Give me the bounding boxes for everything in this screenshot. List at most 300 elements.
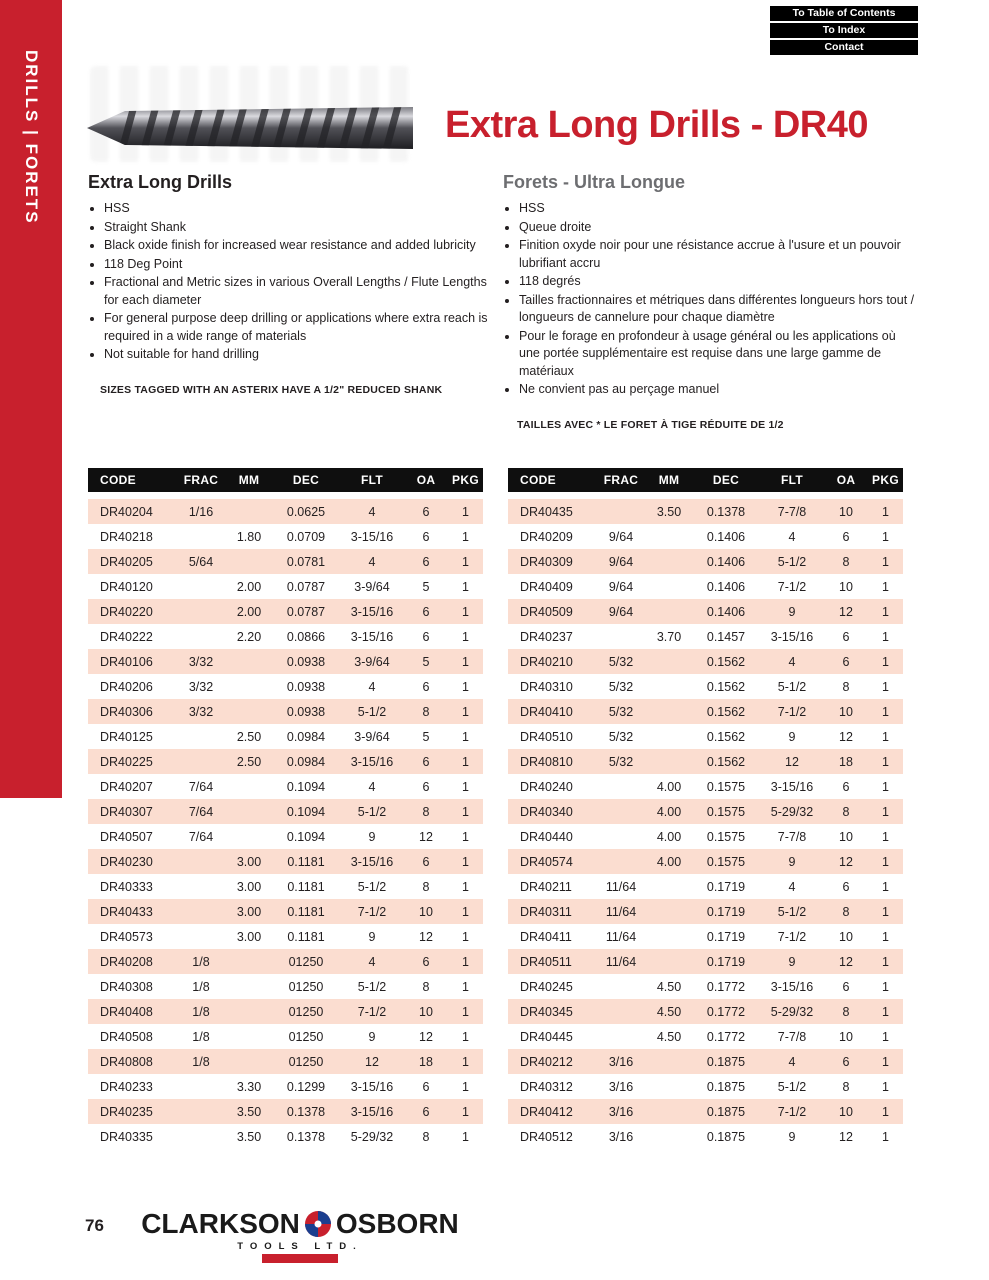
cell-mm bbox=[226, 1024, 272, 1049]
bullet-item: • HSS bbox=[104, 200, 500, 218]
size-table-left bbox=[88, 468, 483, 1149]
cell-frac: 1/16 bbox=[188, 504, 214, 519]
cell-oa: 8 bbox=[842, 554, 850, 569]
table-row bbox=[508, 1074, 903, 1099]
cell-flt: 7-1/2 bbox=[357, 1004, 387, 1019]
column-header-frac: FRAC bbox=[176, 468, 226, 496]
cell-code: DR40233 bbox=[100, 1079, 153, 1094]
toc-button[interactable]: To Table of Contents bbox=[770, 6, 918, 21]
cell-frac: 3/16 bbox=[608, 1104, 634, 1119]
cell-pkg: 1 bbox=[882, 929, 889, 944]
cell-oa: 8 bbox=[422, 979, 430, 994]
table-row bbox=[508, 599, 903, 624]
table-row bbox=[508, 649, 903, 674]
cell-frac bbox=[596, 999, 646, 1024]
cell-dec: 01250 bbox=[288, 1029, 324, 1044]
cell-frac bbox=[176, 624, 226, 649]
cell-dec: 0.1772 bbox=[706, 1029, 746, 1044]
cell-mm bbox=[646, 649, 692, 674]
cell-flt: 5-1/2 bbox=[777, 904, 807, 919]
cell-flt: 5-1/2 bbox=[777, 679, 807, 694]
cell-dec: 0.1094 bbox=[286, 779, 326, 794]
page-title: Extra Long Drills - DR40 bbox=[445, 104, 868, 146]
cell-pkg: 1 bbox=[882, 854, 889, 869]
cell-mm bbox=[646, 549, 692, 574]
cell-flt: 4 bbox=[788, 879, 796, 894]
cell-mm bbox=[226, 549, 272, 574]
table-row bbox=[88, 724, 483, 749]
cell-flt: 3-15/16 bbox=[350, 1104, 394, 1119]
cell-mm bbox=[646, 749, 692, 774]
cell-code: DR40435 bbox=[520, 504, 573, 519]
cell-oa: 6 bbox=[422, 629, 430, 644]
cell-dec: 0.1181 bbox=[287, 904, 325, 919]
cell-code: DR40340 bbox=[520, 804, 573, 819]
cell-dec: 0.1575 bbox=[706, 804, 746, 819]
table-row bbox=[88, 649, 483, 674]
page-number: 76 bbox=[85, 1216, 104, 1235]
table-row bbox=[88, 1024, 483, 1049]
cell-frac bbox=[176, 1099, 226, 1124]
bullet-item: • HSS bbox=[519, 200, 919, 218]
table-row bbox=[508, 699, 903, 724]
cell-flt: 5-1/2 bbox=[357, 879, 387, 894]
table-row bbox=[508, 549, 903, 574]
cell-flt: 4 bbox=[368, 679, 376, 694]
cell-dec: 0.1181 bbox=[287, 854, 325, 869]
cell-code: DR40206 bbox=[100, 679, 153, 694]
cell-pkg: 1 bbox=[462, 704, 469, 719]
cell-flt: 5-29/32 bbox=[350, 1129, 394, 1144]
bullet-item: • Not suitable for hand drilling bbox=[104, 346, 500, 364]
cell-oa: 8 bbox=[422, 879, 430, 894]
cell-dec: 01250 bbox=[288, 1054, 324, 1069]
cell-pkg: 1 bbox=[882, 904, 889, 919]
contact-button[interactable]: Contact bbox=[770, 40, 918, 55]
cell-frac: 1/8 bbox=[192, 979, 210, 994]
brand-logo bbox=[135, 1208, 465, 1263]
cell-mm bbox=[646, 574, 692, 599]
cell-frac bbox=[176, 1124, 226, 1149]
cell-frac: 7/64 bbox=[188, 829, 214, 844]
cell-pkg: 1 bbox=[462, 1029, 469, 1044]
cell-dec: 0.1378 bbox=[706, 504, 746, 519]
cell-oa: 8 bbox=[842, 804, 850, 819]
cell-frac: 5/32 bbox=[608, 754, 634, 769]
cell-dec: 0.1575 bbox=[706, 854, 746, 869]
cell-mm: 4.00 bbox=[656, 804, 682, 819]
cell-dec: 0.1719 bbox=[706, 879, 746, 894]
column-header-flt: FLT bbox=[340, 468, 404, 496]
cell-frac: 3/32 bbox=[188, 654, 214, 669]
cell-mm bbox=[226, 824, 272, 849]
cell-pkg: 1 bbox=[882, 979, 889, 994]
cell-oa: 8 bbox=[842, 1079, 850, 1094]
cell-code: DR40810 bbox=[520, 754, 573, 769]
cell-flt: 4 bbox=[368, 779, 376, 794]
cell-oa: 10 bbox=[839, 704, 853, 719]
cell-flt: 7-7/8 bbox=[777, 1029, 807, 1044]
cell-dec: 0.1406 bbox=[706, 579, 746, 594]
cell-code: DR40307 bbox=[100, 804, 153, 819]
cell-pkg: 1 bbox=[882, 579, 889, 594]
brand-word-clarkson: CLARKSON bbox=[141, 1208, 300, 1239]
drill-bit-image bbox=[85, 103, 413, 153]
cell-code: DR40225 bbox=[100, 754, 153, 769]
table-row bbox=[88, 774, 483, 799]
cell-dec: 0.1875 bbox=[706, 1054, 746, 1069]
cell-flt: 3-15/16 bbox=[350, 629, 394, 644]
cell-code: DR40507 bbox=[100, 829, 153, 844]
cell-frac: 9/64 bbox=[608, 554, 634, 569]
table-row bbox=[508, 799, 903, 824]
brand-word-osborn: OSBORN bbox=[335, 1208, 459, 1239]
bullet-item: • Tailles fractionnaires et métriques dans différentes longueurs hors tout / longueurs de cannelure pour chaque diamètre bbox=[519, 292, 919, 327]
cell-flt: 5-1/2 bbox=[777, 554, 807, 569]
cell-frac bbox=[176, 749, 226, 774]
cell-pkg: 1 bbox=[462, 754, 469, 769]
table-row bbox=[508, 949, 903, 974]
header-row bbox=[88, 468, 483, 496]
cell-frac bbox=[596, 774, 646, 799]
cell-oa: 6 bbox=[842, 654, 850, 669]
bullet-item: • Fractional and Metric sizes in various Overall Lengths / Flute Lengths for each diameter bbox=[104, 274, 500, 309]
cell-oa: 12 bbox=[419, 829, 433, 844]
cell-code: DR40230 bbox=[100, 854, 153, 869]
cell-mm: 4.50 bbox=[656, 1029, 682, 1044]
cell-mm bbox=[226, 974, 272, 999]
cell-flt: 9 bbox=[368, 1029, 376, 1044]
cell-pkg: 1 bbox=[882, 1004, 889, 1019]
cell-code: DR40509 bbox=[520, 604, 573, 619]
cell-code: DR40412 bbox=[520, 1104, 573, 1119]
cell-code: DR40411 bbox=[520, 929, 572, 944]
cell-oa: 12 bbox=[839, 729, 853, 744]
cell-mm: 2.50 bbox=[236, 754, 262, 769]
table-row bbox=[88, 574, 483, 599]
cell-dec: 0.1719 bbox=[706, 904, 746, 919]
cell-mm: 4.50 bbox=[656, 1004, 682, 1019]
cell-oa: 6 bbox=[422, 954, 430, 969]
cell-flt: 3-15/16 bbox=[350, 754, 394, 769]
cell-dec: 0.1378 bbox=[286, 1129, 326, 1144]
cell-mm bbox=[226, 949, 272, 974]
cell-code: DR40445 bbox=[520, 1029, 573, 1044]
cell-oa: 10 bbox=[839, 504, 853, 519]
table-row bbox=[508, 1124, 903, 1149]
cell-flt: 7-7/8 bbox=[777, 504, 807, 519]
table-row bbox=[508, 674, 903, 699]
cell-dec: 0.1406 bbox=[706, 529, 746, 544]
cell-frac: 7/64 bbox=[188, 804, 214, 819]
cell-oa: 8 bbox=[422, 704, 430, 719]
table-row bbox=[88, 496, 483, 525]
cell-mm bbox=[226, 649, 272, 674]
cell-dec: 0.1378 bbox=[286, 1104, 326, 1119]
cell-pkg: 1 bbox=[462, 504, 469, 519]
cell-flt: 5-1/2 bbox=[777, 1079, 807, 1094]
column-header-code: CODE bbox=[508, 468, 596, 496]
cell-pkg: 1 bbox=[462, 604, 469, 619]
cell-mm: 1.80 bbox=[236, 529, 262, 544]
table-row bbox=[88, 599, 483, 624]
cell-mm: 2.00 bbox=[236, 604, 262, 619]
cell-mm bbox=[226, 774, 272, 799]
cell-pkg: 1 bbox=[462, 1079, 469, 1094]
cell-frac bbox=[176, 1074, 226, 1099]
cell-pkg: 1 bbox=[882, 1079, 889, 1094]
cell-pkg: 1 bbox=[462, 629, 469, 644]
cell-frac: 9/64 bbox=[608, 529, 634, 544]
cell-frac: 7/64 bbox=[188, 779, 214, 794]
cell-frac: 1/8 bbox=[192, 1054, 210, 1069]
cell-frac: 11/64 bbox=[605, 879, 637, 894]
table-row bbox=[508, 1049, 903, 1074]
cell-oa: 6 bbox=[422, 604, 430, 619]
cell-frac bbox=[596, 624, 646, 649]
cell-dec: 0.1406 bbox=[706, 554, 746, 569]
cell-pkg: 1 bbox=[462, 1129, 469, 1144]
cell-dec: 0.1562 bbox=[706, 729, 746, 744]
cell-oa: 6 bbox=[842, 979, 850, 994]
table-row bbox=[88, 1124, 483, 1149]
cell-mm bbox=[646, 724, 692, 749]
cell-flt: 3-15/16 bbox=[350, 604, 394, 619]
table-row bbox=[508, 824, 903, 849]
cell-mm: 3.00 bbox=[236, 929, 262, 944]
cell-pkg: 1 bbox=[882, 729, 889, 744]
cell-flt: 9 bbox=[788, 729, 796, 744]
cell-frac bbox=[176, 574, 226, 599]
cell-code: DR40209 bbox=[520, 529, 573, 544]
cell-oa: 8 bbox=[422, 804, 430, 819]
cell-pkg: 1 bbox=[462, 979, 469, 994]
cell-pkg: 1 bbox=[882, 754, 889, 769]
cell-mm bbox=[646, 524, 692, 549]
french-heading: Forets - Ultra Longue bbox=[503, 172, 686, 192]
column-header-dec: DEC bbox=[272, 468, 340, 496]
cell-flt: 3-15/16 bbox=[770, 629, 814, 644]
cell-dec: 0.0984 bbox=[286, 754, 326, 769]
index-button[interactable]: To Index bbox=[770, 23, 918, 38]
cell-pkg: 1 bbox=[882, 679, 889, 694]
cell-flt: 4 bbox=[788, 654, 796, 669]
cell-dec: 0.0787 bbox=[286, 579, 326, 594]
cell-frac: 9/64 bbox=[608, 579, 634, 594]
nav-buttons bbox=[770, 6, 918, 55]
table-row bbox=[508, 874, 903, 899]
cell-frac bbox=[176, 524, 226, 549]
cell-code: DR40106 bbox=[100, 654, 153, 669]
cell-dec: 0.1875 bbox=[706, 1079, 746, 1094]
cell-frac bbox=[176, 899, 226, 924]
column-header-dec: DEC bbox=[692, 468, 760, 496]
cell-mm bbox=[646, 1074, 692, 1099]
cell-oa: 12 bbox=[839, 604, 853, 619]
cell-frac: 5/32 bbox=[608, 729, 634, 744]
cell-oa: 10 bbox=[839, 1104, 853, 1119]
cell-mm: 3.00 bbox=[236, 904, 262, 919]
cell-flt: 7-1/2 bbox=[777, 579, 807, 594]
cell-flt: 3-15/16 bbox=[350, 1079, 394, 1094]
header-row bbox=[508, 468, 903, 496]
cell-mm: 3.30 bbox=[236, 1079, 262, 1094]
cell-pkg: 1 bbox=[882, 829, 889, 844]
cell-frac: 11/64 bbox=[605, 904, 637, 919]
cell-oa: 18 bbox=[839, 754, 853, 769]
cell-pkg: 1 bbox=[462, 1054, 469, 1069]
bullet-item: • Straight Shank bbox=[104, 219, 500, 237]
cell-mm bbox=[226, 496, 272, 525]
cell-oa: 10 bbox=[839, 829, 853, 844]
cell-oa: 12 bbox=[839, 954, 853, 969]
cell-flt: 9 bbox=[788, 954, 796, 969]
cell-oa: 10 bbox=[839, 579, 853, 594]
cell-flt: 5-1/2 bbox=[357, 979, 387, 994]
column-header-pkg: PKG bbox=[868, 468, 903, 496]
cell-mm bbox=[646, 674, 692, 699]
cell-frac: 3/32 bbox=[188, 679, 214, 694]
cell-dec: 0.1181 bbox=[287, 879, 325, 894]
cell-oa: 12 bbox=[419, 929, 433, 944]
cell-oa: 6 bbox=[422, 679, 430, 694]
cell-oa: 10 bbox=[839, 929, 853, 944]
cell-oa: 5 bbox=[422, 654, 430, 669]
cell-dec: 0.1575 bbox=[706, 779, 746, 794]
cell-flt: 4 bbox=[788, 529, 796, 544]
cell-flt: 7-1/2 bbox=[777, 929, 807, 944]
cell-flt: 12 bbox=[365, 1054, 379, 1069]
cell-mm bbox=[646, 1049, 692, 1074]
cell-pkg: 1 bbox=[882, 779, 889, 794]
table-row bbox=[508, 749, 903, 774]
cell-dec: 0.1719 bbox=[706, 929, 746, 944]
cell-mm bbox=[646, 899, 692, 924]
cell-dec: 0.0709 bbox=[286, 529, 326, 544]
cell-flt: 4 bbox=[788, 1054, 796, 1069]
table-row bbox=[88, 1099, 483, 1124]
cell-code: DR40308 bbox=[100, 979, 153, 994]
cell-code: DR40408 bbox=[100, 1004, 153, 1019]
cell-pkg: 1 bbox=[462, 904, 469, 919]
cell-mm: 3.70 bbox=[656, 629, 682, 644]
table-row bbox=[88, 874, 483, 899]
cell-flt: 5-29/32 bbox=[770, 1004, 814, 1019]
cell-pkg: 1 bbox=[462, 554, 469, 569]
cell-mm bbox=[226, 699, 272, 724]
cell-pkg: 1 bbox=[462, 854, 469, 869]
table-row bbox=[88, 674, 483, 699]
cell-pkg: 1 bbox=[462, 929, 469, 944]
table-row bbox=[508, 849, 903, 874]
cell-frac bbox=[596, 1024, 646, 1049]
cell-dec: 0.0938 bbox=[286, 704, 326, 719]
cell-oa: 6 bbox=[422, 854, 430, 869]
table-row bbox=[508, 924, 903, 949]
cell-oa: 8 bbox=[842, 904, 850, 919]
cell-pkg: 1 bbox=[882, 1104, 889, 1119]
column-header-flt: FLT bbox=[760, 468, 824, 496]
cell-pkg: 1 bbox=[882, 1029, 889, 1044]
cell-oa: 12 bbox=[839, 1129, 853, 1144]
cell-frac: 5/32 bbox=[608, 654, 634, 669]
cell-dec: 01250 bbox=[288, 1004, 324, 1019]
cell-code: DR40410 bbox=[520, 704, 573, 719]
cell-pkg: 1 bbox=[882, 504, 889, 519]
cell-oa: 6 bbox=[422, 504, 430, 519]
cell-frac: 9/64 bbox=[608, 604, 634, 619]
cell-pkg: 1 bbox=[882, 704, 889, 719]
cell-oa: 6 bbox=[842, 779, 850, 794]
cell-mm: 2.00 bbox=[236, 579, 262, 594]
cell-oa: 6 bbox=[842, 629, 850, 644]
cell-code: DR40207 bbox=[100, 779, 153, 794]
cell-dec: 0.0866 bbox=[286, 629, 326, 644]
french-note: TAILLES AVEC * LE FORET À TIGE RÉDUITE DE 1/2 bbox=[517, 419, 784, 431]
table-row bbox=[508, 574, 903, 599]
english-note: SIZES TAGGED WITH AN ASTERIX HAVE A 1/2" REDUCED SHANK bbox=[100, 384, 443, 396]
cell-flt: 7-1/2 bbox=[777, 1104, 807, 1119]
table-row bbox=[508, 524, 903, 549]
cell-mm: 4.50 bbox=[656, 979, 682, 994]
cell-dec: 0.1562 bbox=[706, 654, 746, 669]
cell-dec: 0.1575 bbox=[706, 829, 746, 844]
cell-mm bbox=[226, 999, 272, 1024]
table-row bbox=[508, 974, 903, 999]
cell-pkg: 1 bbox=[462, 579, 469, 594]
cell-dec: 0.1562 bbox=[706, 704, 746, 719]
cell-frac: 5/32 bbox=[608, 704, 634, 719]
table-row bbox=[508, 724, 903, 749]
cell-code: DR40245 bbox=[520, 979, 573, 994]
cell-oa: 10 bbox=[839, 1029, 853, 1044]
cell-pkg: 1 bbox=[882, 804, 889, 819]
cell-pkg: 1 bbox=[882, 604, 889, 619]
cell-flt: 12 bbox=[785, 754, 799, 769]
cell-code: DR40208 bbox=[100, 954, 153, 969]
cell-pkg: 1 bbox=[882, 654, 889, 669]
cell-pkg: 1 bbox=[462, 829, 469, 844]
cell-code: DR40306 bbox=[100, 704, 153, 719]
table-row bbox=[88, 699, 483, 724]
table-row bbox=[88, 524, 483, 549]
cell-mm: 4.00 bbox=[656, 854, 682, 869]
cell-mm: 2.20 bbox=[236, 629, 262, 644]
cell-dec: 0.1772 bbox=[706, 1004, 746, 1019]
cell-flt: 4 bbox=[368, 554, 376, 569]
table-row bbox=[88, 1074, 483, 1099]
brand-subtitle: TOOLS LTD. bbox=[237, 1241, 363, 1252]
cell-mm bbox=[226, 799, 272, 824]
cell-pkg: 1 bbox=[462, 954, 469, 969]
cell-pkg: 1 bbox=[882, 554, 889, 569]
table-row bbox=[508, 899, 903, 924]
cell-code: DR40240 bbox=[520, 779, 573, 794]
cell-frac: 3/16 bbox=[608, 1129, 634, 1144]
cell-mm: 3.50 bbox=[656, 504, 682, 519]
cell-pkg: 1 bbox=[462, 1104, 469, 1119]
cell-code: DR40211 bbox=[520, 879, 572, 894]
cell-code: DR40808 bbox=[100, 1054, 153, 1069]
column-header-mm: MM bbox=[226, 468, 272, 496]
cell-dec: 0.0787 bbox=[286, 604, 326, 619]
cell-dec: 0.1875 bbox=[706, 1129, 746, 1144]
cell-code: DR40440 bbox=[520, 829, 573, 844]
cell-code: DR40345 bbox=[520, 1004, 573, 1019]
english-heading: Extra Long Drills bbox=[88, 172, 233, 192]
column-header-frac: FRAC bbox=[596, 468, 646, 496]
cell-oa: 8 bbox=[842, 679, 850, 694]
